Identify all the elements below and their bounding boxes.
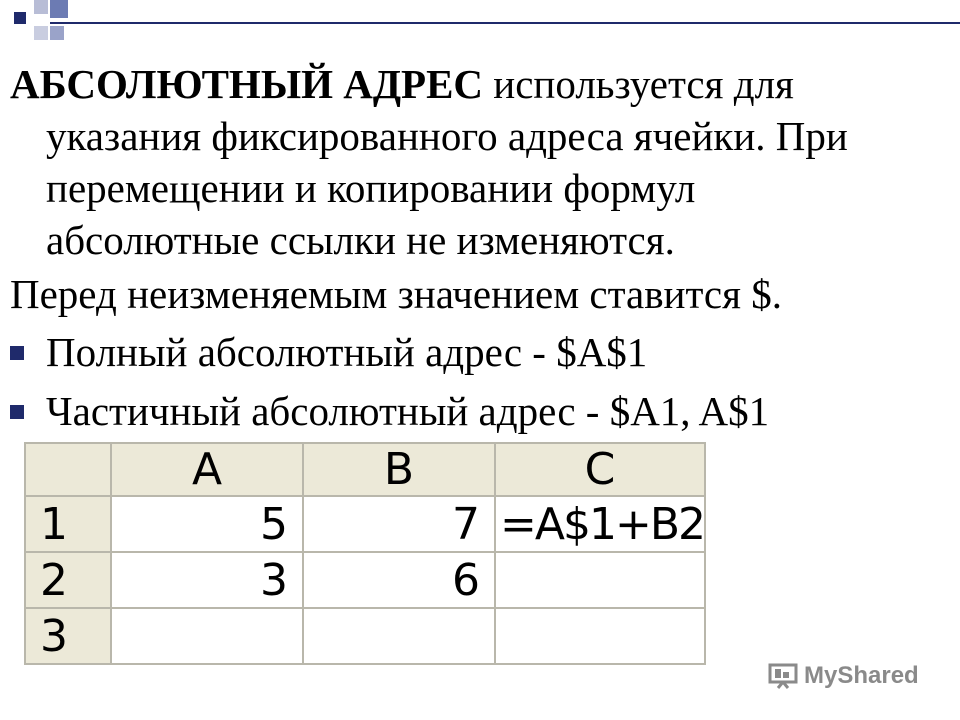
row-header: 3 — [25, 608, 111, 664]
cell-c2 — [495, 552, 705, 608]
cell-b3 — [303, 608, 495, 664]
watermark-logo — [768, 656, 919, 696]
deco-square — [14, 12, 26, 24]
bullet-text: Полный абсолютный адрес - $A$1 — [46, 329, 648, 375]
deco-square — [50, 0, 68, 18]
presentation-icon — [768, 663, 798, 689]
column-header: A — [111, 443, 303, 496]
dollar-note: Перед неизменяемым значением ставится $. — [10, 271, 782, 317]
cell-a3 — [111, 608, 303, 664]
spreadsheet-example — [24, 442, 706, 665]
slide-decoration — [0, 0, 960, 60]
heading-rest: используется для — [483, 61, 794, 107]
deco-square — [34, 26, 48, 40]
bullet-square-icon — [10, 346, 24, 360]
watermark-text: MyShared — [804, 662, 919, 689]
cell-a2: 3 — [111, 552, 303, 608]
row-header: 2 — [25, 552, 111, 608]
column-header: B — [303, 443, 495, 496]
definition-paragraph — [10, 58, 940, 266]
bullet-item — [10, 326, 647, 378]
bullet-square-icon — [10, 405, 24, 419]
title-rule — [50, 22, 960, 24]
cell-b2: 6 — [303, 552, 495, 608]
deco-square — [50, 26, 64, 40]
term-heading: АБСОЛЮТНЫЙ АДРЕС — [10, 61, 484, 107]
bullet-item — [10, 385, 769, 437]
cell-c1-formula: =A$1+B2 — [495, 496, 705, 552]
cell-b1: 7 — [303, 496, 495, 552]
row-header: 1 — [25, 496, 111, 552]
paragraph-line: указания фиксированного адреса ячейки. При — [46, 113, 848, 159]
cell-a1: 5 — [111, 496, 303, 552]
sheet-corner — [25, 443, 111, 496]
cell-c3 — [495, 608, 705, 664]
paragraph-line: перемещении и копировании формул — [46, 165, 696, 211]
column-header: C — [495, 443, 705, 496]
paragraph-line: абсолютные ссылки не изменяются. — [46, 217, 675, 263]
bullet-text: Частичный абсолютный адрес - $A1, A$1 — [46, 388, 770, 434]
deco-square — [34, 0, 48, 14]
